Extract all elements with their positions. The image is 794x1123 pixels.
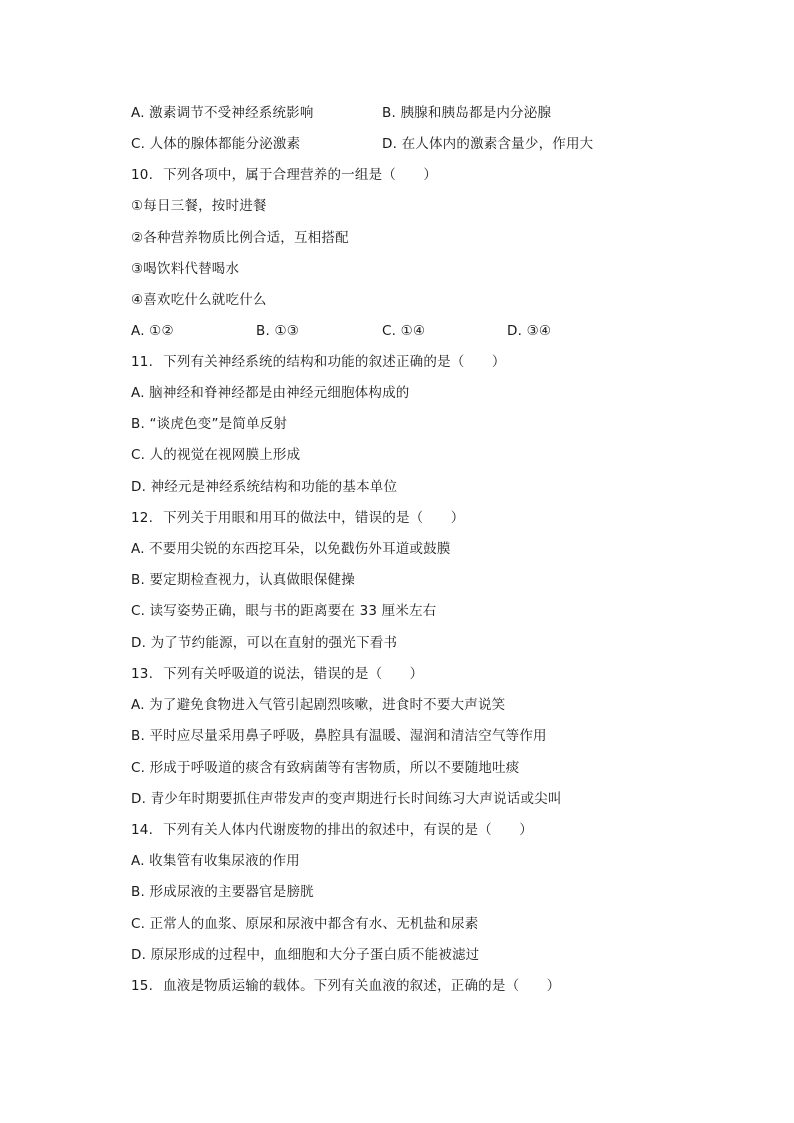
q9-option-b: B. 胰腺和胰岛都是内分泌腺 xyxy=(382,105,552,121)
q15-stem xyxy=(131,976,560,996)
q10-options-row xyxy=(131,321,552,341)
q13-option-c: C. 形成于呼吸道的痰含有致病菌等有害物质，所以不要随地吐痰 xyxy=(131,760,520,776)
q10-option-b: B. ①③ xyxy=(256,323,300,339)
q15-stem-text: 血液是物质运输的载体。下列有关血液的叙述，正确的是（ ） xyxy=(163,978,561,994)
q10-option-d: D. ③④ xyxy=(507,323,552,339)
q13-option-b: B. 平时应尽量采用鼻子呼吸，鼻腔具有温暖、湿润和清洁空气等作用 xyxy=(131,728,547,744)
q10-item-2: ②各种营养物质比例合适，互相搭配 xyxy=(131,230,349,246)
q10-option-c: C. ①④ xyxy=(382,323,426,339)
q12-stem-text: 下列关于用眼和用耳的做法中，错误的是（ ） xyxy=(163,510,465,526)
q13-stem xyxy=(131,664,423,684)
q12-option-c: C. 读写姿势正确，眼与书的距离要在 33 厘米左右 xyxy=(131,603,437,619)
q12-option-b: B. 要定期检查视力，认真做眼保健操 xyxy=(131,572,355,588)
q14-option-b: B. 形成尿液的主要器官是膀胱 xyxy=(131,884,314,900)
q12-number: 12. xyxy=(131,510,154,526)
q11-number: 11. xyxy=(131,354,154,370)
q14-number: 14. xyxy=(131,822,154,838)
q10-item-3: ③喝饮料代替喝水 xyxy=(131,261,240,277)
q11-option-c: C. 人的视觉在视网膜上形成 xyxy=(131,447,301,463)
q10-item-1: ①每日三餐，按时进餐 xyxy=(131,198,267,214)
q9-option-row-2 xyxy=(131,134,594,154)
q13-stem-text: 下列有关呼吸道的说法，错误的是（ ） xyxy=(163,666,424,682)
q12-option-a: A. 不要用尖锐的东西挖耳朵，以免戳伤外耳道或鼓膜 xyxy=(131,541,451,557)
q13-option-a: A. 为了避免食物进入气管引起剧烈咳嗽，进食时不要大声说笑 xyxy=(131,697,506,713)
q14-option-d: D. 原尿形成的过程中，血细胞和大分子蛋白质不能被滤过 xyxy=(131,947,480,963)
q14-option-a: A. 收集管有收集尿液的作用 xyxy=(131,853,300,869)
q11-option-a: A. 脑神经和脊神经都是由神经元细胞体构成的 xyxy=(131,385,410,401)
q11-option-d: D. 神经元是神经系统结构和功能的基本单位 xyxy=(131,479,398,495)
q10-stem-text: 下列各项中，属于合理营养的一组是（ ） xyxy=(163,167,438,183)
q10-item-4: ④喜欢吃什么就吃什么 xyxy=(131,292,267,308)
q11-stem-text: 下列有关神经系统的结构和功能的叙述正确的是（ ） xyxy=(163,354,506,370)
q14-option-c: C. 正常人的血浆、原尿和尿液中都含有水、无机盐和尿素 xyxy=(131,916,479,932)
q10-stem xyxy=(131,165,437,185)
q9-option-a: A. 激素调节不受神经系统影响 xyxy=(131,105,314,121)
q15-number: 15. xyxy=(131,978,154,994)
q13-option-d: D. 青少年时期要抓住声带发声的变声期进行长时间练习大声说话或尖叫 xyxy=(131,791,562,807)
q11-stem xyxy=(131,352,506,372)
q13-number: 13. xyxy=(131,666,154,682)
q12-stem xyxy=(131,508,464,528)
q10-number: 10. xyxy=(131,167,154,183)
q12-option-d: D. 为了节约能源，可以在直射的强光下看书 xyxy=(131,635,398,651)
q14-stem xyxy=(131,820,533,840)
q10-option-a: A. ①② xyxy=(131,323,174,339)
q9-option-row-1 xyxy=(131,103,552,123)
q9-option-d: D. 在人体内的激素含量少，作用大 xyxy=(382,136,594,152)
q11-option-b: B. “谈虎色变”是简单反射 xyxy=(131,416,288,432)
q9-option-c: C. 人体的腺体都能分泌激素 xyxy=(131,136,301,152)
q14-stem-text: 下列有关人体内代谢废物的排出的叙述中，有误的是（ ） xyxy=(163,822,533,838)
